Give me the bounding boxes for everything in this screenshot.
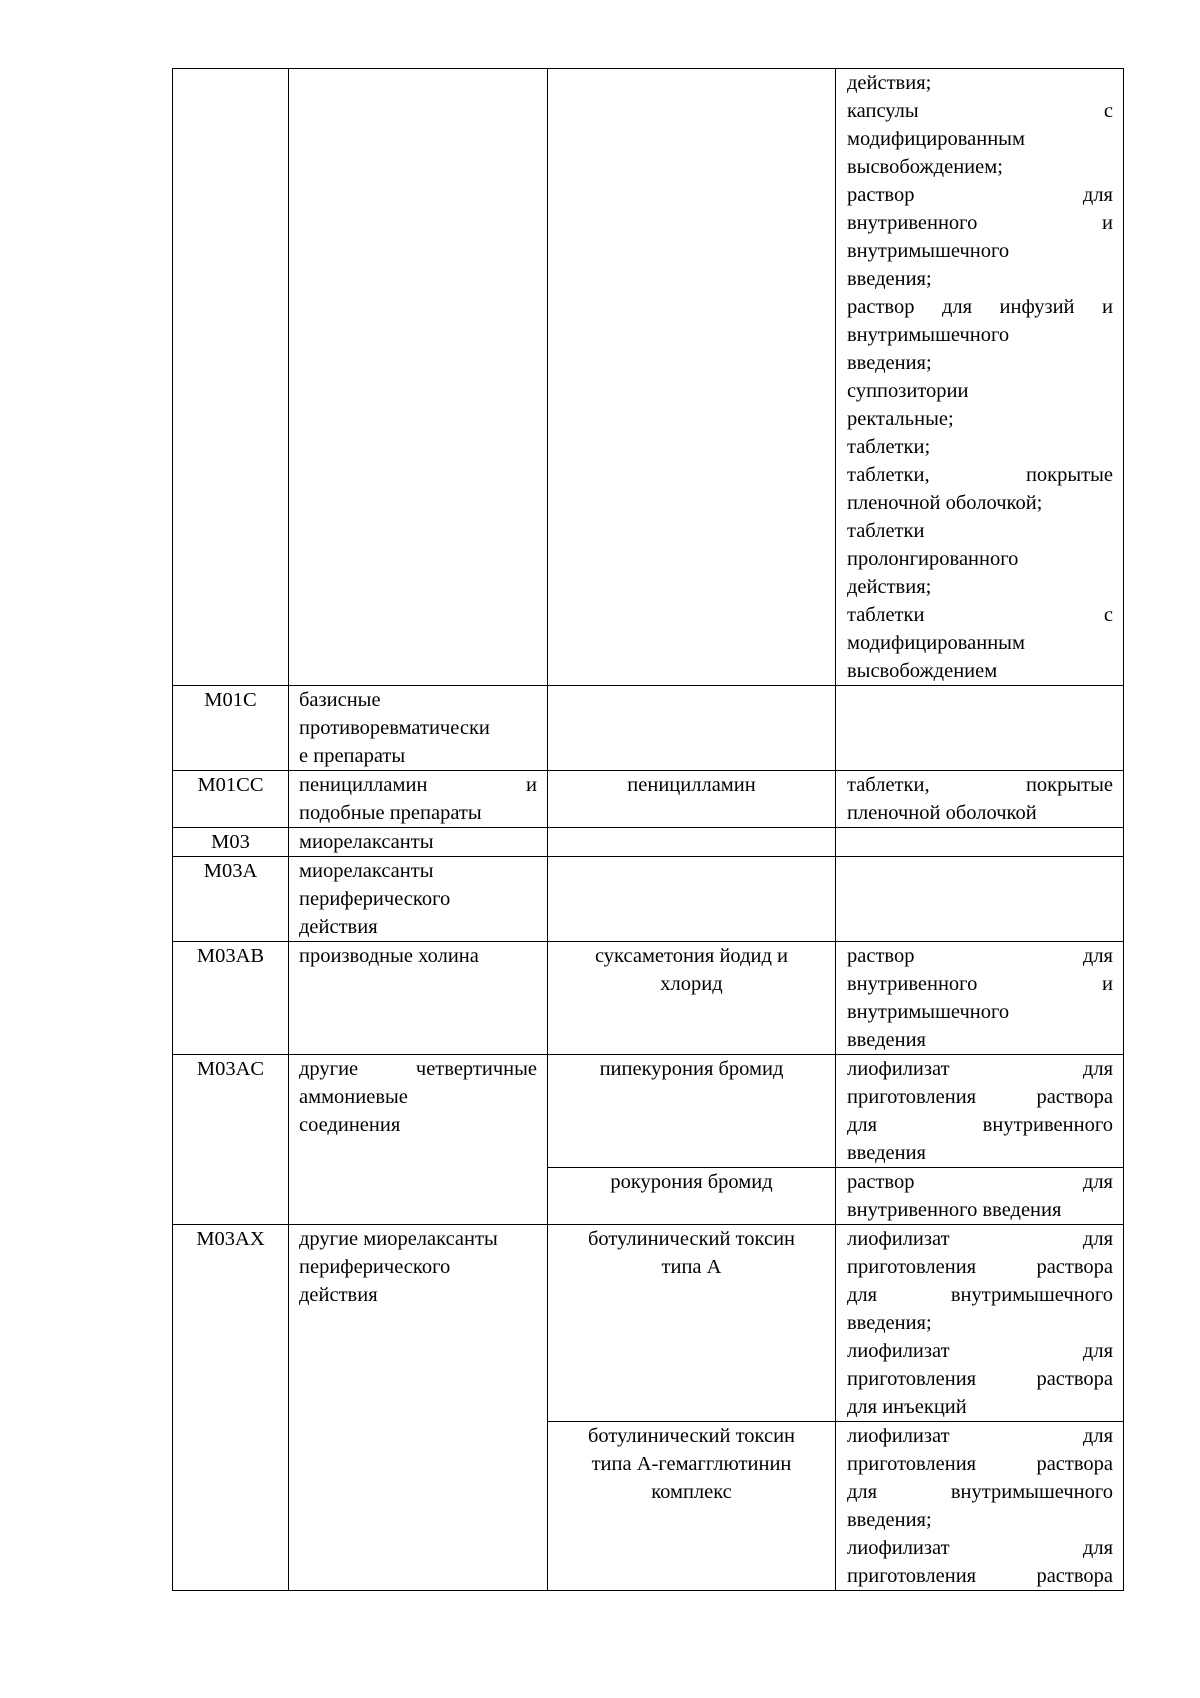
dosage-form-line: лиофилизат для [847, 1537, 1113, 1559]
dosage-form-cell [836, 1055, 1124, 1168]
atc-group-name-cell [289, 942, 548, 1055]
document-page [172, 68, 1123, 1591]
dosage-form-cell [836, 1225, 1124, 1422]
table-row [173, 857, 1124, 942]
dosage-form-line: введения; [847, 1509, 932, 1531]
dosage-form-line: ректальные; [847, 408, 954, 430]
dosage-form-line: раствор для инфузий и [847, 296, 1113, 318]
table-row [173, 771, 1124, 828]
dosage-form-line: таблетки с [847, 604, 1113, 626]
drug-name-line: типа А [661, 1256, 722, 1278]
dosage-form-line: введения [847, 1142, 926, 1164]
dosage-form-line: введения [847, 1029, 926, 1051]
group-name-line: периферического [299, 1256, 451, 1278]
table-row [173, 942, 1124, 1055]
dosage-form-cell [836, 1168, 1124, 1225]
table-row [173, 686, 1124, 771]
group-name-line: другие четвертичные [299, 1058, 537, 1080]
dosage-form-cell [836, 828, 1124, 857]
atc-group-name-cell [289, 686, 548, 771]
group-name-line: соединения [299, 1114, 401, 1136]
dosage-form-cell [836, 857, 1124, 942]
group-name-line: производные холина [299, 945, 479, 967]
group-name-line: противоревматически [299, 717, 490, 739]
dosage-form-line: введения; [847, 268, 932, 290]
atc-code-cell: M03A [173, 857, 289, 942]
dosage-form-line: раствор для [847, 945, 1113, 967]
dosage-form-cell [836, 771, 1124, 828]
dosage-form-line: внутримышечного [847, 240, 1010, 262]
drug-name-cell [548, 1168, 836, 1225]
group-name-line: миорелаксанты [299, 831, 434, 853]
dosage-form-line: высвобождением; [847, 156, 1003, 178]
dosage-form-line: таблетки, покрытые [847, 464, 1113, 486]
dosage-form-line: суппозитории [847, 380, 969, 402]
dosage-form-line: приготовления раствора [847, 1256, 1113, 1278]
atc-group-name-cell [289, 857, 548, 942]
dosage-form-line: действия; [847, 576, 932, 598]
dosage-form-line: лиофилизат для [847, 1058, 1113, 1080]
drug-name-line: типа А-гемагглютинин [591, 1453, 792, 1475]
atc-group-name-cell [289, 69, 548, 686]
dosage-form-cell [836, 686, 1124, 771]
atc-code-cell: M01C [173, 686, 289, 771]
drug-name-cell [548, 69, 836, 686]
dosage-form-line: приготовления раствора [847, 1565, 1113, 1587]
drug-name-line: суксаметония йодид и [594, 945, 789, 967]
group-name-line: миорелаксанты [299, 860, 434, 882]
dosage-form-line: модифицированным [847, 632, 1025, 654]
table-row [173, 69, 1124, 686]
atc-code-cell: M01CC [173, 771, 289, 828]
dosage-form-line: модифицированным [847, 128, 1025, 150]
drug-name-cell [548, 686, 836, 771]
dosage-form-line: пленочной оболочкой [847, 802, 1037, 824]
dosage-form-line: внутривенного и [847, 212, 1113, 234]
atc-code-cell: M03AB [173, 942, 289, 1055]
dosage-form-line: лиофилизат для [847, 1228, 1113, 1250]
drug-table-body [173, 69, 1124, 1591]
dosage-form-cell [836, 1422, 1124, 1591]
dosage-form-line: внутривенного и [847, 973, 1113, 995]
drug-name-cell [548, 1225, 836, 1422]
atc-group-name-cell [289, 1055, 548, 1225]
group-name-line: подобные препараты [299, 802, 482, 824]
table-row [173, 1055, 1124, 1168]
drug-name-line: пипекурония бромид [599, 1058, 784, 1080]
dosage-form-line: пролонгированного [847, 548, 1019, 570]
atc-group-name-cell [289, 771, 548, 828]
atc-code-cell: M03 [173, 828, 289, 857]
dosage-form-line: высвобождением [847, 660, 998, 682]
dosage-form-line: приготовления раствора [847, 1453, 1113, 1475]
dosage-form-line: раствор для [847, 1171, 1113, 1193]
drug-name-cell [548, 828, 836, 857]
dosage-form-line: раствор для [847, 184, 1113, 206]
dosage-form-line: внутривенного введения [847, 1199, 1062, 1221]
drug-name-line: комплекс [651, 1481, 732, 1503]
group-name-line: действия [299, 1284, 378, 1306]
dosage-form-line: действия; [847, 72, 932, 94]
dosage-form-line: капсулы с [847, 100, 1113, 122]
dosage-form-line: таблетки [847, 520, 925, 542]
group-name-line: е препараты [299, 745, 406, 767]
dosage-form-line: для внутримышечного [847, 1481, 1113, 1503]
dosage-form-line: для инъекций [847, 1396, 967, 1418]
drug-name-line: ботулинический токсин [587, 1228, 796, 1250]
atc-group-name-cell [289, 828, 548, 857]
dosage-form-line: внутримышечного [847, 324, 1010, 346]
dosage-form-line: пленочной оболочкой; [847, 492, 1043, 514]
dosage-form-cell [836, 69, 1124, 686]
dosage-form-line: приготовления раствора [847, 1086, 1113, 1108]
drug-name-cell [548, 1422, 836, 1591]
group-name-line: действия [299, 916, 378, 938]
dosage-form-line: таблетки; [847, 436, 931, 458]
dosage-form-line: введения; [847, 352, 932, 374]
group-name-line: периферического [299, 888, 451, 910]
dosage-form-line: внутримышечного [847, 1001, 1010, 1023]
atc-code-cell: M03AX [173, 1225, 289, 1591]
dosage-form-cell [836, 942, 1124, 1055]
dosage-form-line: для внутривенного [847, 1114, 1113, 1136]
atc-group-name-cell [289, 1225, 548, 1591]
group-name-line: пеницилламин и [299, 774, 537, 796]
drug-name-line: ботулинический токсин [587, 1425, 796, 1447]
drug-name-line: рокурония бромид [610, 1171, 773, 1193]
drug-table [172, 68, 1124, 1591]
dosage-form-line: таблетки, покрытые [847, 774, 1113, 796]
dosage-form-line: приготовления раствора [847, 1368, 1113, 1390]
dosage-form-line: для внутримышечного [847, 1284, 1113, 1306]
atc-code-cell [173, 69, 289, 686]
group-name-line: аммониевые [299, 1086, 408, 1108]
group-name-line: другие миорелаксанты [299, 1228, 498, 1250]
table-row [173, 1225, 1124, 1422]
dosage-form-line: введения; [847, 1312, 932, 1334]
atc-code-cell: M03AC [173, 1055, 289, 1225]
dosage-form-line: лиофилизат для [847, 1340, 1113, 1362]
drug-name-cell [548, 771, 836, 828]
group-name-line: базисные [299, 689, 381, 711]
drug-name-cell [548, 857, 836, 942]
drug-name-line: пеницилламин [627, 774, 756, 796]
table-row [173, 828, 1124, 857]
drug-name-cell [548, 942, 836, 1055]
drug-name-line: хлорид [660, 973, 723, 995]
drug-name-cell [548, 1055, 836, 1168]
dosage-form-line: лиофилизат для [847, 1425, 1113, 1447]
